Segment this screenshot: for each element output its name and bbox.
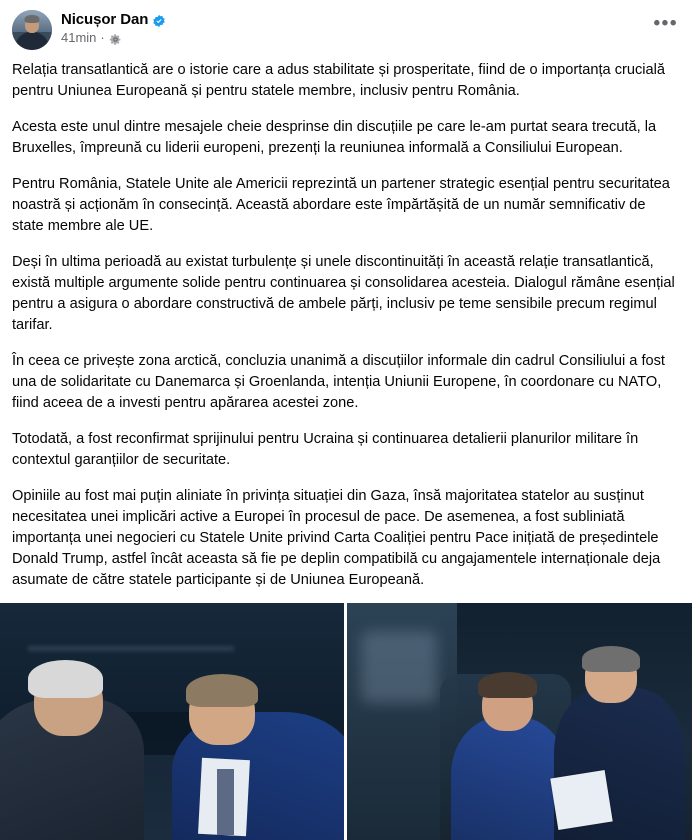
photo-left-person-one-hair bbox=[28, 660, 104, 698]
post-paragraph: Relația transatlantică are o istorie care a adus stabilitate și prosperitate, fiind de o importanța crucială pentru Uniunea Europeană și pentru statele membre, inclusiv pentru România. bbox=[12, 62, 666, 99]
post-meta bbox=[61, 30, 166, 45]
photo-right-window-glow bbox=[361, 631, 437, 702]
post-paragraph: Totodată, a fost reconfirmat sprijinului pentru Ucraina și continuarea detalierii planurilor militare în contextul garanțiilor de securitate. bbox=[12, 431, 639, 468]
post-paragraph: Opiniile au fost mai puțin aliniate în privința situației din Gaza, însă majoritatea statelor au susținut necesitatea unei implicări active a Europei în procesul de pace. De asemenea, a fost subliniată importanța unei negocieri cu Statele Unite privind Carta Coaliției pentru Pace inițiată de președintele Donald Trump, astfel încât aceasta să fie pe deplin compatibilă cu angajamentele internaționale deja asumate de către statele participante și de Uniunea Europeană. bbox=[12, 488, 661, 588]
avatar[interactable] bbox=[12, 10, 52, 50]
post-paragraph: Deși în ultima perioadă au existat turbulențe și unele discontinuități în această relație transatlantică, există multiple argumente solide pentru continuarea și consolidarea acesteia. Dialogul rămâne esențial pentru a asigura o abordare constructivă de ambele părți, inclusiv pe teme sensibile precum regimul tarifar. bbox=[12, 254, 675, 333]
post-timestamp[interactable]: 41min bbox=[61, 30, 97, 45]
photo-right-person-two-hair bbox=[582, 646, 641, 672]
post-paragraph: Acesta este unul dintre mesajele cheie desprinse din discuțiile pe care le-am purtat seara trecută, la Bruxelles, împreună cu liderii europeni, prezenți la reuniunea informală a Consiliului European. bbox=[12, 119, 657, 156]
photo-left-light-strip bbox=[28, 646, 234, 651]
post-paragraph: În ceea ce privește zona arctică, concluzia unanimă a discuțiilor informale din cadrul Consiliului a fost una de solidaritate cu Danemarca și Groenlanda, intenția Uniunii Europene, în coordonare cu NATO, fiind aceea de a investi pentru apărarea acestei zone. bbox=[12, 353, 665, 411]
post-more-options-button[interactable]: ••• bbox=[653, 13, 678, 34]
photo-right-person-one-hair bbox=[478, 672, 537, 698]
avatar-hair bbox=[25, 15, 40, 23]
author-row bbox=[61, 11, 166, 28]
author-name[interactable]: Nicușor Dan bbox=[61, 11, 149, 28]
post-photo-grid bbox=[0, 603, 692, 840]
post-paragraph: Pentru România, Statele Unite ale Americii reprezintă un partener strategic esențial pentru securitatea noastră și acționăm în consecință. Această abordare este împărtășită de un număr semnificativ de state membre ale UE. bbox=[12, 176, 670, 234]
photo-left[interactable] bbox=[0, 603, 344, 840]
meta-separator: · bbox=[100, 30, 105, 45]
post-header-text bbox=[61, 10, 166, 45]
photo-left-person-two-hair bbox=[186, 674, 258, 707]
photo-left-person-two-tie bbox=[217, 769, 234, 835]
avatar-body bbox=[15, 32, 49, 50]
verified-badge-icon bbox=[152, 14, 166, 28]
gear-icon[interactable] bbox=[109, 33, 122, 46]
photo-right[interactable] bbox=[347, 603, 692, 840]
post-header bbox=[0, 0, 692, 54]
post-body bbox=[0, 54, 692, 591]
photo-right-documents bbox=[550, 770, 613, 830]
